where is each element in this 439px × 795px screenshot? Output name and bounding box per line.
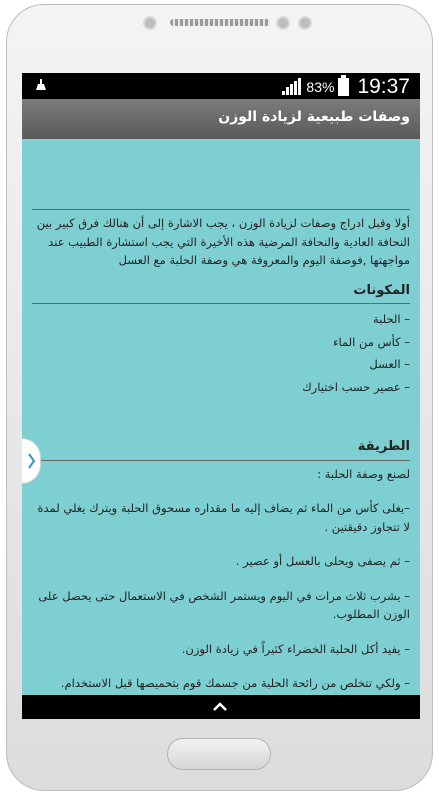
signal-strength-icon: [282, 78, 302, 96]
list-item: – عصير حسب اختيارك: [302, 379, 410, 394]
battery-percent: 83%: [306, 79, 335, 95]
method-intro: لصنع وصفة الحلبة :: [317, 466, 410, 481]
method-step: – ثم يصفى ويحلى بالعسل أو عصير .: [235, 554, 410, 568]
clock-time: 19:37: [357, 75, 410, 98]
proximity-sensor-icon: [276, 16, 290, 30]
status-bar: [22, 73, 420, 99]
drawer-open-tab[interactable]: [22, 438, 41, 484]
bottom-bar: [22, 695, 420, 719]
battery-icon: [338, 78, 349, 96]
chevron-right-icon: [22, 439, 40, 483]
article-body: [32, 139, 410, 693]
divider: [32, 460, 410, 461]
ingredients-heading: المكونات: [353, 282, 410, 298]
list-item: – الحلبة: [373, 312, 410, 326]
method-step: – يشرب ثلاث مرات في اليوم ويستمر الشخص في الاستعمال حتى يحصل على الوزن المطلوب.: [38, 588, 410, 621]
screen: [22, 73, 420, 719]
method-step: –يغلى كأس من الماء ثم يضاف إليه ما مقداره مسحوق الحلبة ويترك يغلي لمدة لا تتجاوز دقيقتين .: [37, 501, 410, 534]
app-title-bar: [22, 99, 420, 139]
method-heading: الطريقة: [357, 439, 410, 454]
list-item: – العسل: [369, 357, 410, 371]
home-button[interactable]: [167, 738, 271, 770]
page-title: وصفات طبيعية لزيادة الوزن: [218, 109, 410, 125]
earpiece-speaker: [170, 19, 270, 26]
chevron-up-icon[interactable]: [213, 702, 227, 712]
cleaner-notification-icon: [34, 79, 48, 91]
article-content[interactable]: [22, 139, 420, 695]
divider: [32, 209, 410, 210]
light-sensor-icon: [298, 16, 312, 30]
list-item: – كأس من الماء: [333, 334, 410, 349]
front-camera-icon: [143, 16, 157, 30]
method-step: – ولكي تتخلص من رائحة الحلبة من جسمك قوم بتحميصها قبل الاستخدام.: [60, 676, 410, 690]
method-step: – يفيد أكل الحلبة الخضراء كثيراً في زيادة الوزن.: [181, 641, 410, 656]
intro-paragraph: أولا وقبل ادراج وصفات لزيادة الوزن ، يجب الاشارة إلى أن هنالك فرق كبير بين النحافة العادية والنحافة المرضية هذه الأخيرة التي يجب استشارة الطبيب عند مواجهتها ,فوصفة اليوم والمعروفة هي وصفة الحلبة مع العسل: [36, 216, 410, 267]
